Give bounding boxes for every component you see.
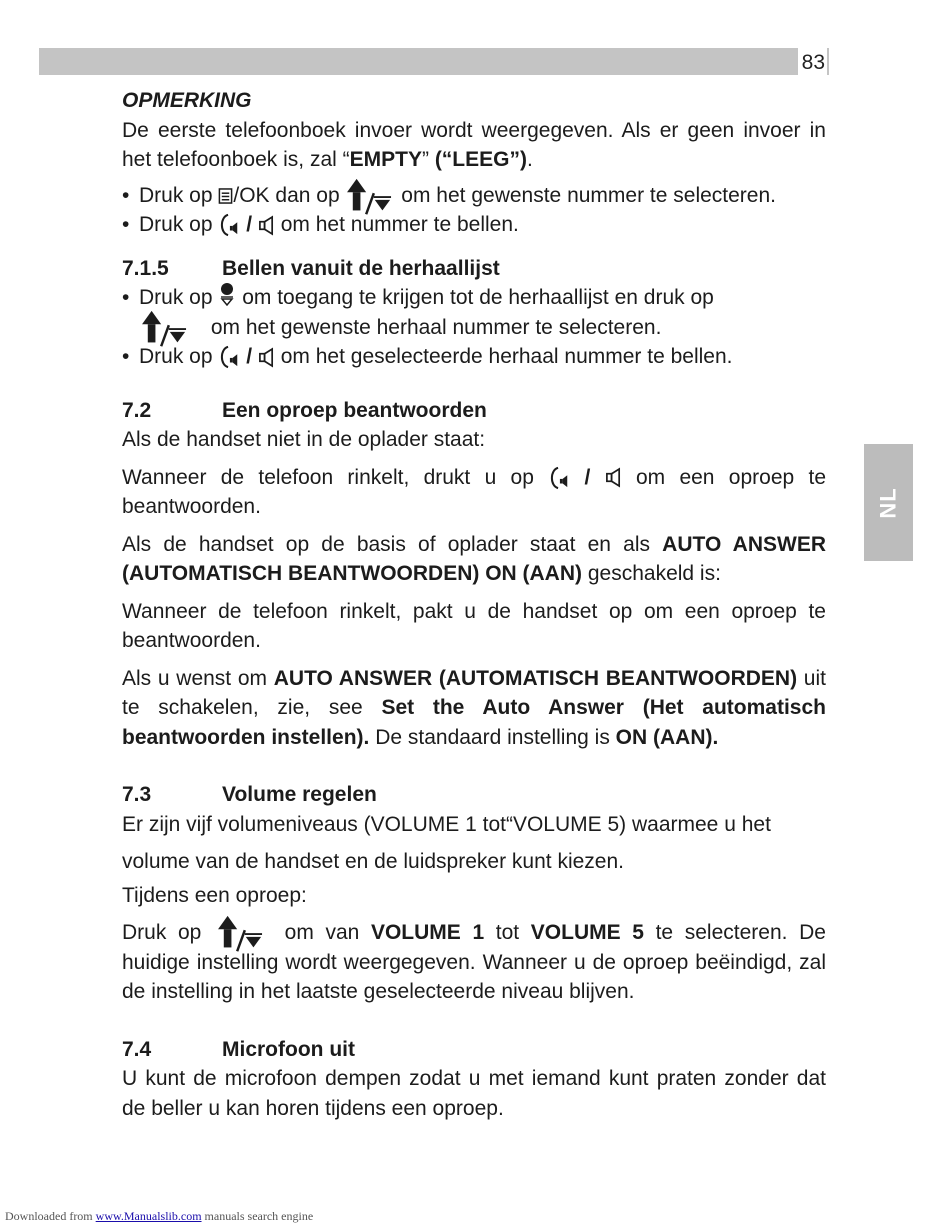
redial-bullet-access: • Druk op om toegang te krijgen tot de herhaallijst en druk op [122, 283, 826, 313]
answer-paragraph-3: Als de handset op de basis of oplader staat en als AUTO ANSWER (AUTOMATISCH BEANTWOORDEN) ON (AAN) geschakeld is: [122, 532, 827, 585]
redial-bullet-call: • Druk op / om het geselecteerde herhaal nummer te bellen. [122, 342, 826, 372]
answer-paragraph-1: Als de handset niet in de oplader staat: [122, 428, 486, 451]
bullet-dot: • [122, 286, 130, 309]
redial-bullet-access-cont: om het gewenste herhaal nummer te selecteren. [122, 313, 826, 343]
menu-icon [218, 187, 233, 205]
heading-7-4: 7.4 Microfoon uit [122, 1037, 355, 1061]
leeg-label: (“LEEG”) [434, 148, 527, 171]
download-footer: Downloaded from www.Manualslib.com manuals search engine [5, 1209, 314, 1223]
talk-icon [218, 213, 240, 237]
heading-7-1-5: 7.1.5 Bellen vanuit de herhaallijst [122, 256, 500, 280]
answer-paragraph-5: Als u wenst om AUTO ANSWER (AUTOMATISCH BEANTWOORDEN) uit te schakelen, zie, see Set the Auto Answer (Het automatisch beantwoorden instellen). De standaard instelling is ON (AAN). [122, 666, 826, 749]
speaker-icon [258, 347, 275, 368]
empty-label: EMPTY [349, 148, 422, 171]
heading-7-3: 7.3 Volume regelen [122, 783, 377, 806]
bullet-dot: • [122, 213, 130, 236]
language-tab [864, 444, 913, 561]
volume-paragraph-2: Tijdens een oproep: [122, 883, 307, 907]
answer-paragraph-2: Wanneer de telefoon rinkelt, drukt u op / om een oproep te beantwoorden. [122, 465, 826, 518]
speaker-icon [258, 215, 275, 236]
volume-paragraph-1: Er zijn vijf volumeniveaus (VOLUME 1 tot“VOLUME 5) waarmee u het [122, 812, 771, 836]
manualslib-link[interactable]: www.Manualslib.com [95, 1209, 202, 1223]
note-paragraph: De eerste telefoonboek invoer wordt weergegeven. Als er geen invoer in het telefoonboek is, zal “EMPTY” (“LEEG”). [122, 118, 826, 171]
note-bullet-select: • Druk op /OK dan op om het gewenste nummer te selecteren. [122, 181, 826, 211]
volume-paragraph-1b: volume van de handset en de luidspreker kunt kiezen. [122, 850, 624, 873]
language-tab-label: NL [875, 486, 901, 519]
redial-icon [218, 282, 236, 306]
talk-icon [218, 345, 240, 369]
bullet-dot: • [122, 183, 130, 207]
talk-icon [548, 466, 570, 490]
page-content [122, 86, 826, 1123]
volume-paragraph-3: Druk op om van VOLUME 1 tot VOLUME 5 te selecteren. De huidige instelling wordt weergegeven. Wanneer u de oproep beëindigd, zal de instelling in het laatste geselecteerde niveau blijven. [122, 918, 826, 1007]
note-title: OPMERKING [122, 89, 252, 112]
answer-paragraph-4: Wanneer de telefoon rinkelt, pakt u de handset op om een oproep te beantwoorden. [122, 599, 826, 652]
mute-paragraph: U kunt de microfoon dempen zodat u met iemand kunt praten zonder dat de beller u kan horen tijdens een oproep. [122, 1067, 826, 1120]
page-number: 83 [798, 48, 827, 75]
speaker-icon [605, 467, 622, 488]
heading-7-2: 7.2 Een oproep beantwoorden [122, 398, 487, 422]
bullet-dot: • [122, 345, 130, 368]
header-bar [39, 48, 829, 75]
note-bullet-call: • Druk op / om het nummer te bellen. [122, 210, 826, 240]
